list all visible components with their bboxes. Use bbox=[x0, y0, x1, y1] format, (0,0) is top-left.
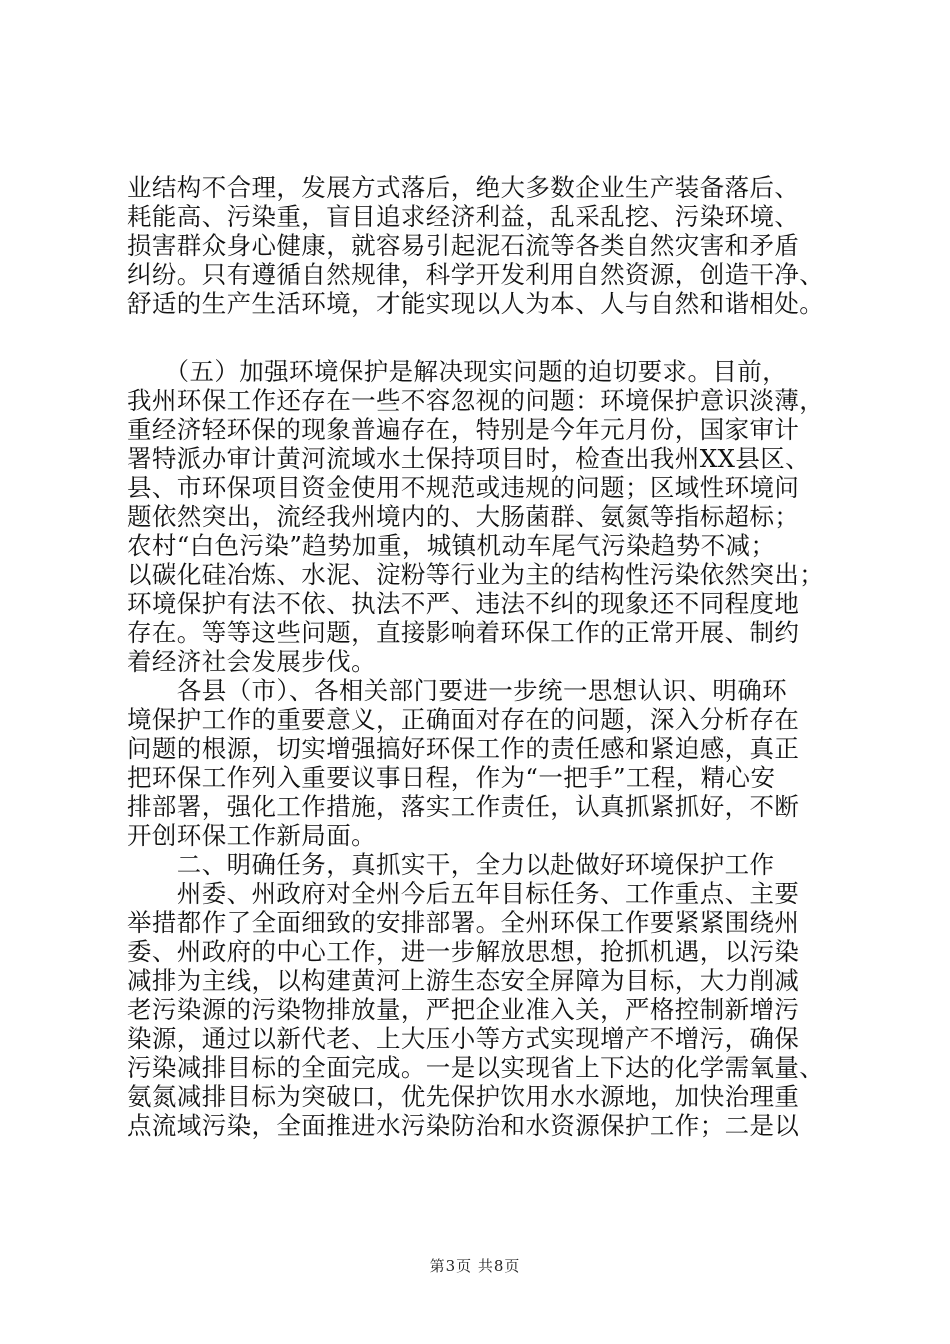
text-line: 染源，通过以新代老、上大压小等方式实现增产不增污，确保 bbox=[127, 1024, 800, 1053]
section-heading: 二、明确任务，真抓实干，全力以赴做好环境保护工作 bbox=[127, 850, 775, 879]
text-line: 环境保护有法不依、执法不严、违法不纠的现象还不同程度地 bbox=[127, 589, 800, 618]
text-line: （五）加强环境保护是解决现实问题的迫切要求。目前， bbox=[127, 357, 788, 386]
text-line: 污染减排目标的全面完成。一是以实现省上下达的化学需氧量、 bbox=[127, 1053, 825, 1082]
text-line: 农村“白色污染”趋势加重，城镇机动车尾气污染趋势不减； bbox=[127, 531, 776, 560]
text-line: 问题的根源，切实增强搞好环保工作的责任感和紧迫感，真正 bbox=[127, 734, 800, 763]
text-line: 我州环保工作还存在一些不容忽视的问题：环境保护意识淡薄， bbox=[127, 386, 825, 415]
text-line: 委、州政府的中心工作，进一步解放思想，抢抓机遇，以污染 bbox=[127, 937, 800, 966]
text-line: 以碳化硅冶炼、水泥、淀粉等行业为主的结构性污染依然突出； bbox=[127, 560, 825, 589]
text-line: 各县（市）、各相关部门要进一步统一思想认识、明确环 bbox=[127, 676, 788, 705]
paragraph-block-1 bbox=[127, 173, 827, 318]
paragraph-block-2 bbox=[127, 357, 827, 1140]
text-line: 老污染源的污染物排放量，严把企业准入关，严格控制新增污 bbox=[127, 995, 800, 1024]
text-line: 开创环保工作新局面。 bbox=[127, 821, 376, 850]
page-number-label: 第3页 共8页 bbox=[429, 1257, 521, 1275]
text-line: 点流域污染，全面推进水污染防治和水资源保护工作；二是以 bbox=[127, 1111, 800, 1140]
text-line: 把环保工作列入重要议事日程，作为“一把手”工程，精心安 bbox=[127, 763, 776, 792]
text-line: 着经济社会发展步伐。 bbox=[127, 647, 376, 676]
text-line: 存在。等等这些问题，直接影响着环保工作的正常开展、制约 bbox=[127, 618, 800, 647]
text-line: 纠纷。只有遵循自然规律，科学开发利用自然资源，创造干净、 bbox=[127, 260, 825, 289]
text-line: 题依然突出，流经我州境内的、大肠菌群、氨氮等指标超标； bbox=[127, 502, 800, 531]
text-line: 减排为主线，以构建黄河上游生态安全屏障为目标，大力削减 bbox=[127, 966, 800, 995]
text-line: 县、市环保项目资金使用不规范或违规的问题；区域性环境问 bbox=[127, 473, 800, 502]
text-line: 耗能高、污染重，盲目追求经济利益，乱采乱挖、污染环境、 bbox=[127, 202, 800, 231]
text-line: 排部署，强化工作措施，落实工作责任，认真抓紧抓好，不断 bbox=[127, 792, 800, 821]
text-line: 州委、州政府对全州今后五年目标任务、工作重点、主要 bbox=[127, 879, 800, 908]
text-line: 境保护工作的重要意义，正确面对存在的问题，深入分析存在 bbox=[127, 705, 800, 734]
text-line: 署特派办审计黄河流域水土保持项目时，检查出我州XX县区、 bbox=[127, 444, 811, 473]
page-footer bbox=[0, 1256, 950, 1276]
text-line: 舒适的生产生活环境，才能实现以人为本、人与自然和谐相处。 bbox=[127, 289, 825, 318]
text-line: 重经济轻环保的现象普遍存在，特别是今年元月份，国家审计 bbox=[127, 415, 800, 444]
text-line: 举措都作了全面细致的安排部署。全州环保工作要紧紧围绕州 bbox=[127, 908, 800, 937]
text-line: 氨氮减排目标为突破口，优先保护饮用水水源地，加快治理重 bbox=[127, 1082, 800, 1111]
text-line: 损害群众身心健康，就容易引起泥石流等各类自然灾害和矛盾 bbox=[127, 231, 800, 260]
text-line: 业结构不合理，发展方式落后，绝大多数企业生产装备落后、 bbox=[127, 173, 800, 202]
